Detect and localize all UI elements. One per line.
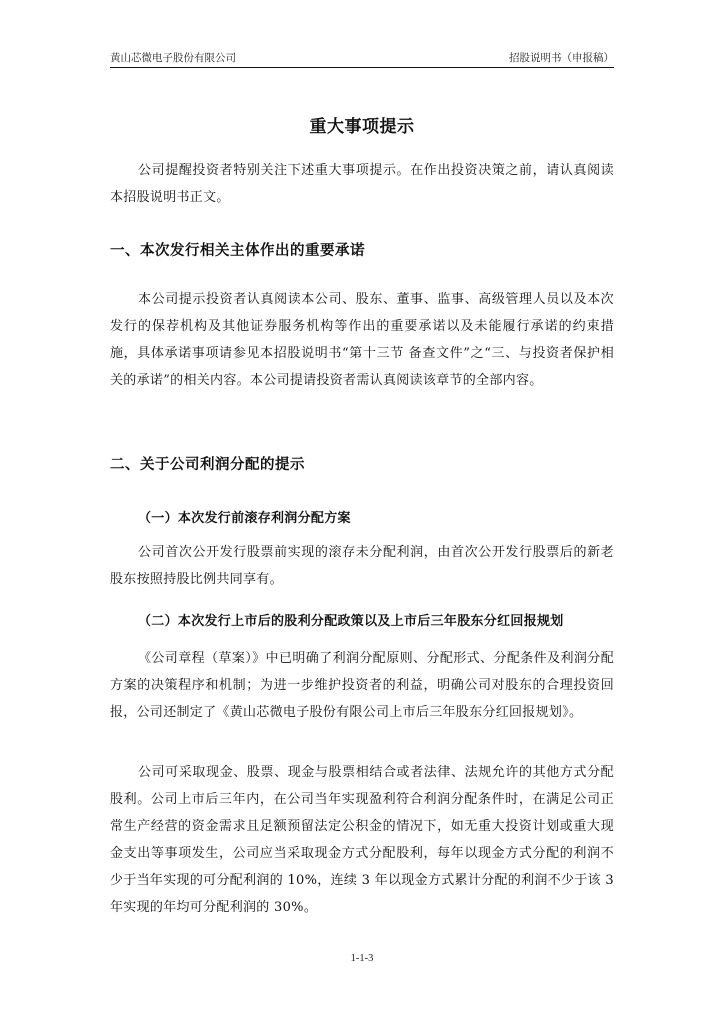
intro-paragraph: 公司提醒投资者特别关注下述重大事项提示。在作出投资决策之前，请认真阅读本招股说明书正文。 <box>110 163 614 205</box>
section-heading-profit-distribution: 二、关于公司利润分配的提示 <box>110 457 305 473</box>
commitments-paragraph: 本公司提示投资者认真阅读本公司、股东、董事、监事、高级管理人员以及本次发行的保荐机构及其他证券服务机构等作出的重要承诺以及未能履行承诺的约束措施，具体承诺事项请参见本招股说明书“第十三节 备查文件”之“三、与投资者保护相关的承诺”的相关内容。本公司提请投资者需认真阅读该章节的全部内容。 <box>110 292 614 388</box>
dividend-policy-paragraph-2: 公司可采取现金、股票、现金与股票相结合或者法律、法规允许的其他方式分配股利。公司上市后三年内，在公司当年实现盈利符合利润分配条件时，在满足公司正常生产经营的资金需求且足额预留法定公积金的情况下，如无重大投资计划或重大现金支出等事项发生，公司应当采取现金方式分配股利，每年以现金方式分配的利润不少于当年实现的可分配利润的 10%，连续 3 年以现金方式累计分配的利润不少于该 3 年实现的年均可分配利润的 30%。 <box>110 765 614 915</box>
page-title: 重大事项提示 <box>309 117 415 137</box>
section-heading-commitments: 一、本次发行相关主体作出的重要承诺 <box>110 243 365 259</box>
page-number: 1-1-3 <box>350 953 374 964</box>
subsection-heading-dividend-policy: （二）本次发行上市后的股利分配政策以及上市后三年股东分红回报规划 <box>138 614 564 629</box>
page-header <box>110 48 614 68</box>
subsection-heading-retained-profit: （一）本次发行前滚存利润分配方案 <box>138 511 351 526</box>
dividend-policy-paragraph-1: 《公司章程（草案）》中已明确了利润分配原则、分配形式、分配条件及利润分配方案的决策程序和机制；为进一步维护投资者的利益，明确公司对股东的合理投资回报，公司还制定了《黄山芯微电子股份有限公司上市后三年股东分红回报规划》。 <box>110 651 614 720</box>
retained-profit-paragraph: 公司首次公开发行股票前实现的滚存未分配利润，由首次公开发行股票后的新老股东按照持股比例共同享有。 <box>110 545 614 587</box>
header-divider <box>110 67 614 68</box>
header-document-type: 招股说明书（申报稿） <box>509 52 614 64</box>
header-company-name: 黄山芯微电子股份有限公司 <box>110 52 236 64</box>
